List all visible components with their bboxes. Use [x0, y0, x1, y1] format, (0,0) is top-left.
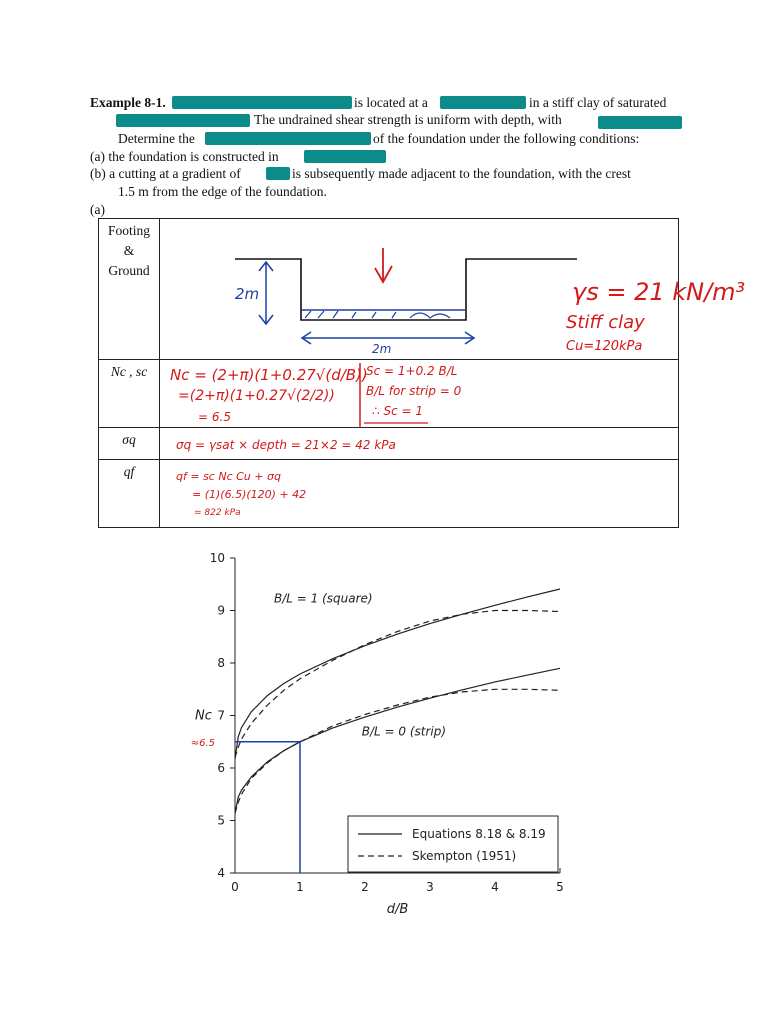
- x-tick-label: 0: [231, 880, 239, 894]
- part-a-label: (a): [90, 202, 105, 217]
- soil-type-label: Stiff clay: [566, 312, 645, 333]
- y-tick-label: 8: [217, 656, 225, 670]
- nc-result: = 6.5: [198, 410, 231, 424]
- curve-label-square: B/L = 1 (square): [274, 591, 373, 606]
- sigma-equation: σq = γsat × depth = 21×2 = 42 kPa: [176, 438, 396, 452]
- unit-weight-label: γs = 21 kN/m³: [572, 278, 746, 306]
- cu-label: Cu=120kPa: [566, 339, 643, 354]
- footing-hatch: [305, 311, 450, 318]
- sc-equation: Sc = 1+0.2 B/L: [366, 364, 458, 378]
- nc-equation: Nc = (2+π)(1+0.27√(d/B)): [170, 366, 368, 384]
- label-footing: Footing: [107, 223, 150, 238]
- row-label-nc: Nc , sc: [99, 360, 160, 428]
- y-tick-label: 7: [217, 708, 225, 723]
- x-tick-label: 2: [361, 880, 369, 894]
- ground-profile: [235, 259, 577, 320]
- load-arrow-icon: [375, 248, 392, 282]
- x-axis-label: d/B: [386, 902, 409, 917]
- legend-dashed-label: Skempton (1951): [412, 849, 517, 863]
- y-tick-label: 4: [217, 866, 225, 880]
- problem-text-line2: The undrained shear strength is uniform with depth, with: [254, 112, 562, 127]
- legend-box: [348, 816, 558, 872]
- example-label: Example 8-1.: [90, 95, 166, 110]
- condition-a: (a) the foundation is constructed in: [90, 149, 279, 164]
- row-label-qf: qf: [99, 460, 160, 528]
- condition-b-line2: 1.5 m from the edge of the foundation.: [118, 184, 327, 199]
- problem-text-line3a: Determine the: [118, 131, 195, 146]
- width-label: 2m: [372, 342, 392, 356]
- qf-equation: qf = sc Nc Cu + σq: [176, 470, 281, 483]
- x-tick-label: 1: [296, 880, 304, 894]
- legend-solid-label: Equations 8.18 & 8.19: [412, 827, 546, 841]
- condition-b-a: (b) a cutting at a gradient of: [90, 166, 241, 181]
- skempton-curve: [235, 689, 560, 813]
- depth-label: 2m: [235, 285, 260, 303]
- nc-chart: [0, 540, 768, 930]
- x-tick-label: 5: [556, 880, 564, 894]
- sc-result: ∴ Sc = 1: [372, 404, 423, 418]
- y-tick-label: 6: [217, 761, 225, 775]
- qf-result: = 822 kPa: [194, 508, 241, 518]
- sc-strip-note: B/L for strip = 0: [366, 384, 462, 398]
- readoff-annotation: ≈6.5: [190, 737, 215, 749]
- depth-dimension-arrow: [259, 262, 273, 324]
- problem-text-line1b: in a stiff clay of saturated: [529, 95, 667, 110]
- chart-labels: [191, 592, 558, 872]
- row-label-sigma: σq: [99, 428, 160, 460]
- problem-text-line1a: is located at a: [354, 95, 428, 110]
- y-tick-label: 10: [209, 551, 225, 565]
- x-tick-label: 3: [426, 880, 434, 894]
- problem-text-line3b: of the foundation under the following conditions:: [373, 131, 640, 146]
- qf-substitution: = (1)(6.5)(120) + 42: [192, 488, 307, 501]
- nc-substitution: =(2+π)(1+0.27√(2/2)): [178, 388, 335, 404]
- x-tick-label: 4: [491, 880, 499, 894]
- curve-label-strip: B/L = 0 (strip): [361, 724, 447, 739]
- y-tick-label: 5: [217, 813, 225, 828]
- label-ampersand: &: [123, 243, 135, 258]
- condition-b-b: is subsequently made adjacent to the foundation, with the crest: [292, 166, 631, 181]
- label-ground: Ground: [108, 263, 150, 278]
- y-tick-label: 9: [217, 603, 225, 618]
- y-axis-label: Nc: [195, 708, 212, 724]
